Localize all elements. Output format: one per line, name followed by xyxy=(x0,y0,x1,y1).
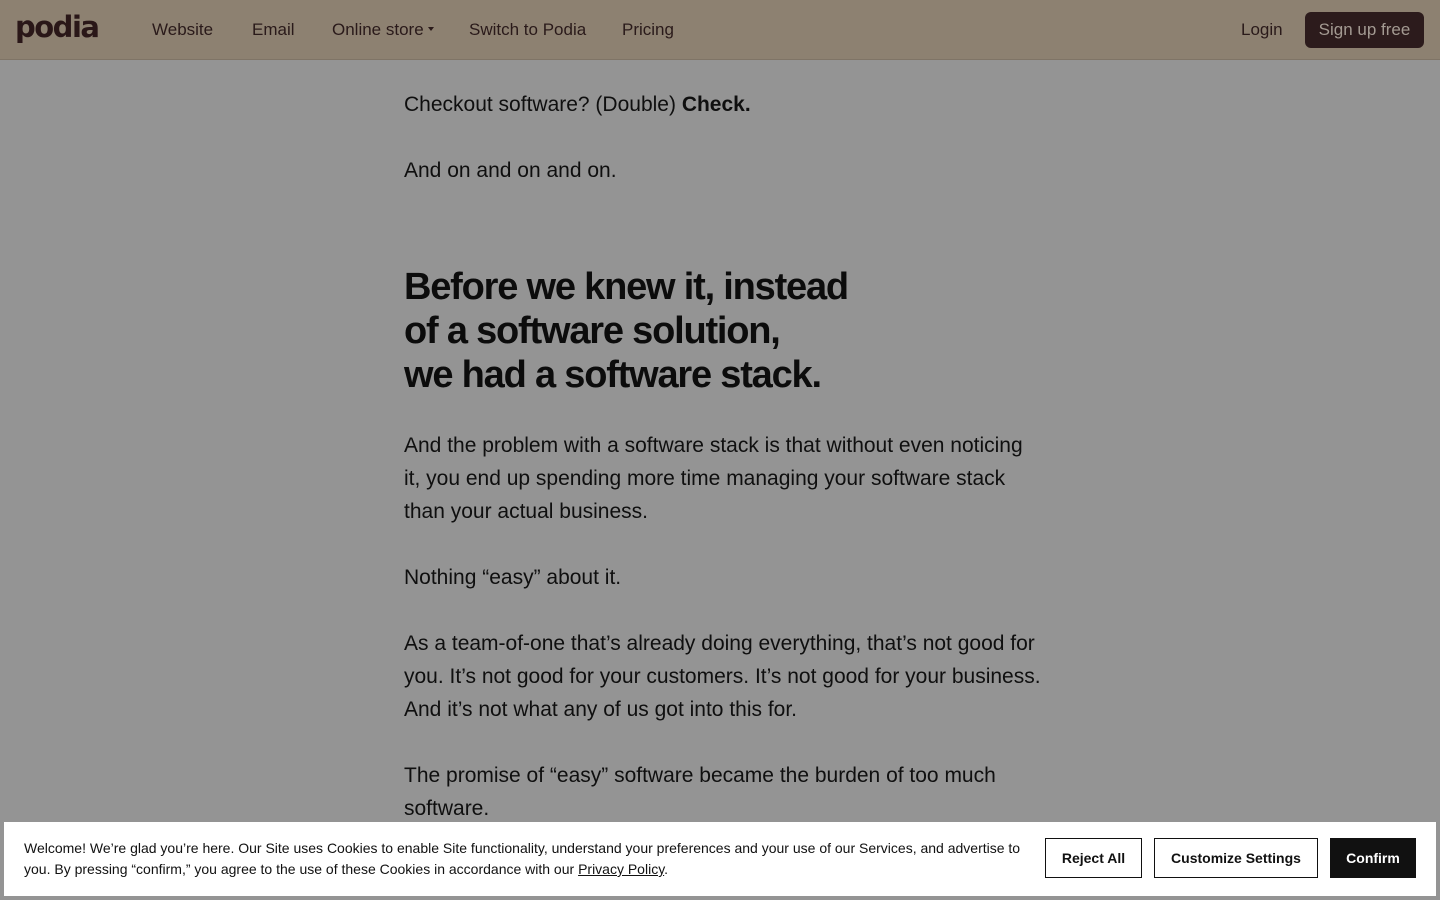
promise-paragraph: The promise of “easy” software became the burden of too much software. xyxy=(404,764,996,820)
easy-paragraph: Nothing “easy” about it. xyxy=(404,566,622,589)
heading-line: of a software solution, xyxy=(404,310,780,352)
customize-settings-button[interactable]: Customize Settings xyxy=(1154,838,1318,878)
cookie-message xyxy=(24,838,1024,880)
nav-online-store[interactable] xyxy=(332,20,434,40)
check-paragraph xyxy=(404,88,751,121)
nav-switch-to-podia[interactable]: Switch to Podia xyxy=(469,20,587,39)
confirm-button[interactable]: Confirm xyxy=(1330,838,1416,878)
check-line-prefix: Checkout software? (Double) xyxy=(404,93,682,116)
check-line-bold: Check. xyxy=(681,93,751,116)
nav-email[interactable]: Email xyxy=(252,20,295,39)
chevron-down-icon xyxy=(428,27,434,31)
podia-logo[interactable]: podia xyxy=(15,10,99,44)
privacy-policy-link[interactable]: Privacy Policy xyxy=(578,861,665,877)
nav-online-store-label: Online store xyxy=(332,20,424,39)
stack-paragraph: And the problem with a software stack is that without even noticing it, you end up spending more time managing your software stack than your actual business. xyxy=(404,434,1023,523)
section-heading xyxy=(404,265,1024,397)
nav-website[interactable]: Website xyxy=(152,20,214,39)
heading-line: we had a software stack. xyxy=(404,354,821,396)
heading-line: Before we knew it, instead xyxy=(404,266,848,308)
sign-up-button[interactable]: Sign up free xyxy=(1305,12,1424,48)
cookie-message-suffix: . xyxy=(664,861,669,877)
cookie-message-text: Welcome! We’re glad you’re here. Our Site uses Cookies to enable Site functionality, understand your preferences and your use of our Services, and advertise to you. By pressing “confirm,” you agree to the use of these Cookies in accordance with our xyxy=(24,840,1021,877)
on-and-on-paragraph: And on and on and on. xyxy=(404,159,617,182)
team-paragraph: As a team-of-one that’s already doing everything, that’s not good for you. It’s not good for your customers. It’s not good for your business. And it’s not what any of us got into this for. xyxy=(404,632,1041,721)
cookie-banner xyxy=(4,822,1436,896)
reject-all-button[interactable]: Reject All xyxy=(1045,838,1142,878)
nav-pricing[interactable]: Pricing xyxy=(622,20,674,39)
site-header xyxy=(0,0,1440,60)
login-link[interactable]: Login xyxy=(1241,20,1283,39)
